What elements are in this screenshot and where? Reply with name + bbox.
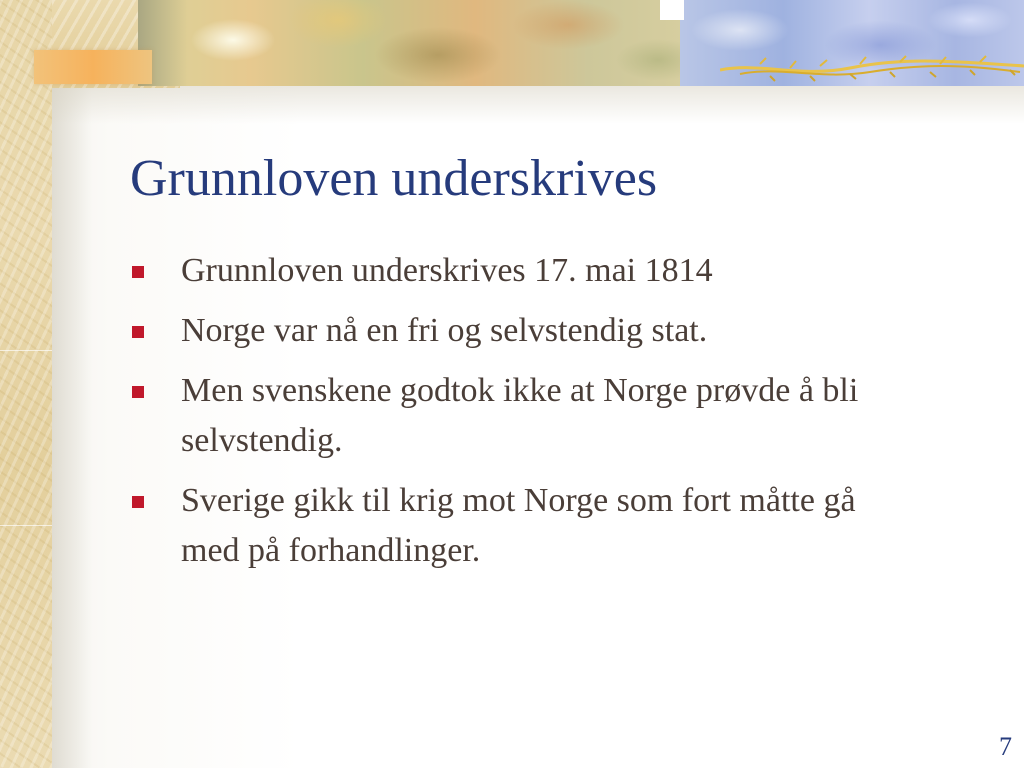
strip-seam	[0, 525, 52, 526]
strip-seam	[0, 350, 52, 351]
square-bullet-icon	[132, 496, 144, 508]
bullet-text: Norge var nå en fri og selvstendig stat.	[181, 312, 708, 349]
square-bullet-icon	[132, 326, 144, 338]
bullet-text: Men svenskene godtok ikke at Norge prøvde å bli selvstendig.	[181, 372, 859, 459]
square-bullet-icon	[132, 386, 144, 398]
bullet-item	[130, 476, 930, 576]
bullet-text: Grunnloven underskrives 17. mai 1814	[181, 252, 713, 289]
page-number: 7	[999, 732, 1012, 761]
square-bullet-icon	[132, 266, 144, 278]
bullet-item	[130, 366, 930, 466]
wheat-grain-icon	[720, 52, 1024, 82]
banner-leaves-image	[138, 0, 700, 86]
bullet-item	[130, 246, 930, 296]
bullet-text: Sverige gikk til krig mot Norge som fort måtte gå med på forhandlinger.	[181, 482, 856, 569]
slide-title: Grunnloven underskrives	[130, 150, 658, 207]
banner-orange-bar	[34, 50, 152, 84]
banner-gap	[660, 0, 684, 20]
parchment-strip	[0, 0, 52, 768]
bullet-item	[130, 306, 930, 356]
banner-shadow	[52, 84, 1024, 124]
bullet-list	[130, 246, 930, 586]
